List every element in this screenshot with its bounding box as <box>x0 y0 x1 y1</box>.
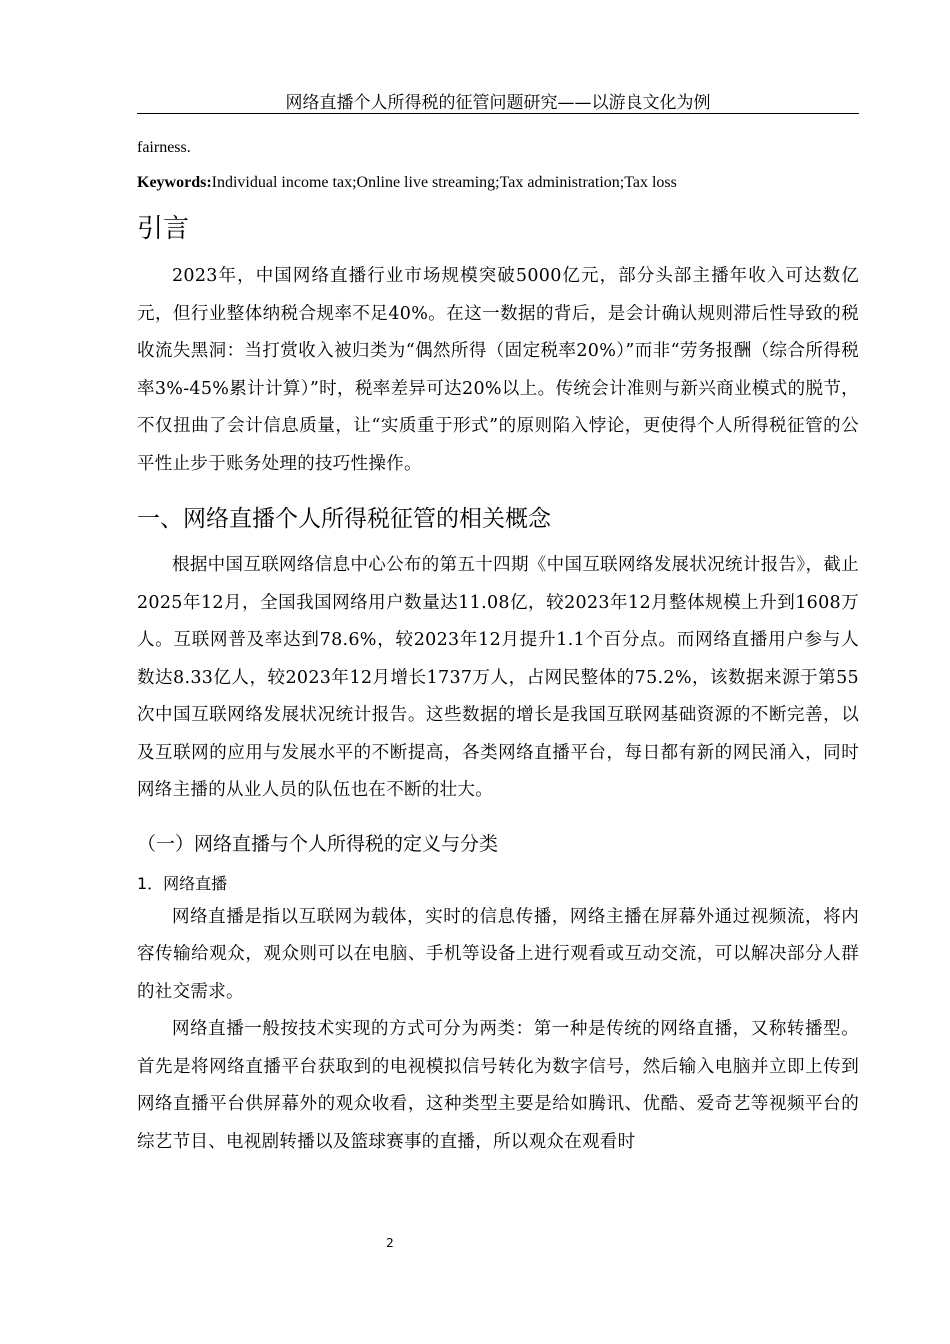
section-1-paragraph: 根据中国互联网络信息中心公布的第五十四期《中国互联网络发展状况统计报告》，截止2025年12月，全国我国网络用户数量达11.08亿，较2023年12月整体规模上升到1608万人。互联网普及率达到78.6%，较2023年12月提升1.1个百分点。而网络直播用户参与人数达8.33亿人，较2023年12月增长1737万人，占网民整体的75.2%，该数据来源于第55次中国互联网络发展状况统计报告。这些数据的增长是我国互联网基础资源的不断完善，以及互联网的应用与发展水平的不断提高，各类网络直播平台，每日都有新的网民涌入，同时网络主播的从业人员的队伍也在不断的壮大。 <box>137 555 859 800</box>
section-1-heading: 一、网络直播个人所得税征管的相关概念 <box>137 506 551 532</box>
keywords-line <box>137 172 859 194</box>
intro-heading: 引言 <box>137 214 190 244</box>
page-header <box>137 93 859 114</box>
item-1-heading: 1．网络直播 <box>137 873 228 893</box>
live-streaming-types-paragraph: 网络直播一般按技术实现的方式可分为两类：第一种是传统的网络直播，又称转播型。首先是将网络直播平台获取到的电视模拟信号转化为数字信号，然后输入电脑并立即上传到网络直播平台供屏幕外的观众收看，这种类型主要是给如腾讯、优酷、爱奇艺等视频平台的综艺节目、电视剧转播以及篮球赛事的直播，所以观众在观看时 <box>137 1019 859 1152</box>
document-body <box>137 125 859 1161</box>
keywords-label: Keywords: <box>137 174 212 191</box>
abstract-tail-line: fairness. <box>137 139 191 156</box>
page-header-title: 网络直播个人所得税的征管问题研究——以游良文化为例 <box>285 93 711 113</box>
intro-paragraph: 2023年，中国网络直播行业市场规模突破5000亿元，部分头部主播年收入可达数亿元，但行业整体纳税合规率不足40%。在这一数据的背后，是会计确认规则滞后性导致的税收流失黑洞：当打赏收入被归类为“偶然所得（固定税率20%）”而非“劳务报酬（综合所得税率3%-45%累计计算）”时，税率差异可达20%以上。传统会计准则与新兴商业模式的脱节，不仅扭曲了会计信息质量，让“实质重于形式”的原则陷入悖论，更使得个人所得税征管的公平性止步于账务处理的技巧性操作。 <box>137 266 859 474</box>
page-number: 2 <box>386 1236 394 1250</box>
subsection-1-heading: （一）网络直播与个人所得税的定义与分类 <box>137 832 499 855</box>
keywords-text: Individual income tax;Online live streaming;Tax administration;Tax loss <box>211 174 677 191</box>
live-streaming-definition-paragraph: 网络直播是指以互联网为载体，实时的信息传播，网络主播在屏幕外通过视频流，将内容传输给观众，观众则可以在电脑、手机等设备上进行观看或互动交流，可以解决部分人群的社交需求。 <box>137 906 859 1002</box>
